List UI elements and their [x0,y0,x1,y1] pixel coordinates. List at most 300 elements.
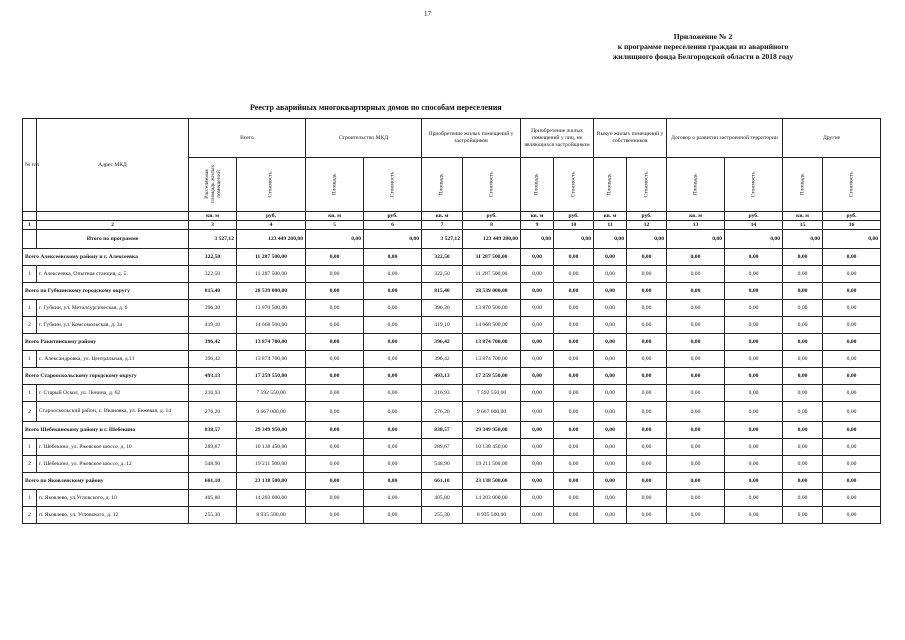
program-total-label: Итого по программе [37,230,189,249]
row-value: 0,00 [554,402,594,422]
row-value: 0,00 [521,351,554,368]
row-value: 0,00 [823,402,881,422]
row-value: 0,00 [823,317,881,334]
row-address: г. Алексеевка, Опытная станция, д. 5 [37,266,189,283]
row-number: 1 [23,385,37,402]
table-row [23,402,881,422]
subheader-area [521,158,554,212]
section-value: 0,00 [627,422,667,439]
row-value: 322,50 [422,266,463,283]
section-value: 396,42 [422,334,463,351]
row-value: 0,00 [667,507,725,524]
section-value: 0,00 [554,368,594,385]
row-value: 0,00 [521,507,554,524]
subheader-cost [627,158,667,212]
section-value: 0,00 [594,473,627,490]
row-address: г. Шебекино, ул. Ржевское шоссе, д. 10 [37,439,189,456]
section-total-row [23,368,881,385]
row-value: 0,00 [667,266,725,283]
row-value: 7 592 550,00 [237,385,306,402]
subheader-area-text: Площадь [438,173,445,196]
column-number-cell: 11 [594,221,627,230]
header-buyout: Выкуп жилых помещений у собственников [594,119,667,158]
row-value: 216,93 [422,385,463,402]
row-value: 13 874 700,00 [237,351,306,368]
row-address: п. Яковлево, ул. Угловского, д. 12 [37,507,189,524]
row-value: 0,00 [823,490,881,507]
appendix-header [553,32,853,62]
row-value: 11 287 500,00 [463,266,521,283]
section-value: 0,00 [364,334,422,351]
row-value: 0,00 [667,351,725,368]
section-total-row [23,283,881,300]
row-value: 19 211 500,00 [463,456,521,473]
section-value: 0,00 [594,249,627,266]
row-value: 10 138 450,00 [237,439,306,456]
section-value: 0,00 [521,368,554,385]
section-value: 815,40 [422,283,463,300]
row-value: 0,00 [364,266,422,283]
header-total: Всего [189,119,306,158]
row-address: г. Губкин, ул. Комсомольская, д. 3а [37,317,189,334]
program-total-value: 0,00 [364,230,422,249]
section-value: 0,00 [627,473,667,490]
row-address: с. Александровка, ул. Центральная, д.11 [37,351,189,368]
section-value: 0,00 [364,368,422,385]
section-value: 0,00 [823,283,881,300]
column-number-cell: 6 [364,221,422,230]
row-value: 0,00 [627,385,667,402]
row-value: 0,00 [364,439,422,456]
section-value: 0,00 [627,368,667,385]
row-value: 8 935 500,00 [463,507,521,524]
row-value: 405,80 [422,490,463,507]
unit-cell: кв. м [594,212,627,221]
row-value: 11 287 500,00 [237,266,306,283]
row-value: 0,00 [306,456,364,473]
section-value: 493,13 [422,368,463,385]
row-value: 0,00 [783,317,823,334]
section-value: 0,00 [364,249,422,266]
row-value: 548,90 [422,456,463,473]
section-value: 23 138 500,00 [463,473,521,490]
row-value: 0,00 [725,385,783,402]
header-address: Адрес МКД [37,119,189,212]
table-row [23,385,881,402]
row-value: 289,67 [189,439,237,456]
row-value: 255,30 [189,507,237,524]
row-value: 0,00 [594,351,627,368]
table-row [23,351,881,368]
section-value: 0,00 [725,368,783,385]
row-value: 13 870 500,00 [463,300,521,317]
row-value: 0,00 [554,507,594,524]
section-value: 661,10 [422,473,463,490]
column-number-cell: 14 [725,221,783,230]
row-value: 0,00 [823,439,881,456]
row-value: 10 138 450,00 [463,439,521,456]
subheader-area [667,158,725,212]
row-value: 0,00 [725,351,783,368]
row-value: 0,00 [306,507,364,524]
row-value: 14 668 500,00 [463,317,521,334]
section-value: 29 349 950,00 [237,422,306,439]
row-value: 0,00 [783,351,823,368]
section-value: 0,00 [823,422,881,439]
column-numbers-row [23,221,881,230]
row-address: г. Шебекино, ул. Ржевское шоссе, д. 12 [37,456,189,473]
column-number-cell: 3 [189,221,237,230]
row-value: 0,00 [725,456,783,473]
row-value: 0,00 [823,507,881,524]
subheader-cost-text: Стоимость [389,171,395,198]
column-number-cell: 16 [823,221,881,230]
row-value: 396,30 [422,300,463,317]
row-value: 0,00 [725,507,783,524]
section-value: 0,00 [594,422,627,439]
row-value: 276,20 [422,402,463,422]
section-value: 28 539 000,00 [463,283,521,300]
subheader-cost-text: Стоимость [267,171,274,198]
row-value: 0,00 [725,439,783,456]
column-number-cell: 5 [306,221,364,230]
unit-cell: кв. м [189,212,237,221]
row-value: 0,00 [554,351,594,368]
section-value: 0,00 [823,473,881,490]
section-total-row [23,473,881,490]
row-value: 0,00 [667,402,725,422]
units-cell-empty [23,212,37,221]
unit-cell: кв. м [521,212,554,221]
row-value: 0,00 [783,300,823,317]
row-value: 0,00 [594,385,627,402]
row-address: Старооскольский район, с. Ивановка, ул. Бежевая, д. 14 [37,402,189,422]
header-construction: Строительство МКД [306,119,422,158]
row-value: 0,00 [725,402,783,422]
row-value: 0,00 [783,266,823,283]
row-value: 276,20 [189,402,237,422]
header-group-row [23,119,881,158]
section-value: 0,00 [306,368,364,385]
row-number: 1 [23,490,37,507]
row-value: 322,50 [189,266,237,283]
row-value: 0,00 [627,266,667,283]
program-total-value: 123 449 200,00 [237,230,306,249]
section-value: 661,10 [189,473,237,490]
section-value: 0,00 [725,334,783,351]
row-value: 0,00 [725,300,783,317]
row-address: г. Губкин, ул. Металлургическая, д. 6 [37,300,189,317]
row-value: 0,00 [306,317,364,334]
row-value: 0,00 [306,490,364,507]
unit-cell: руб. [725,212,783,221]
row-value: 0,00 [594,507,627,524]
section-value: 0,00 [725,249,783,266]
section-label: Всего Шебекинскому району и г. Шебекино [23,422,189,439]
section-value: 0,00 [627,249,667,266]
section-value: 0,00 [306,249,364,266]
subheader-area [783,158,823,212]
unit-cell: руб. [237,212,306,221]
table-row [23,266,881,283]
subheader-cost-text: Стоимость [848,171,855,198]
header-num: № п/п [23,119,37,212]
row-value: 14 203 000,00 [237,490,306,507]
section-value: 0,00 [364,473,422,490]
appendix-line-2: жилищного фонда Белгородской области в 2018 году [612,52,794,61]
section-value: 17 259 550,00 [463,368,521,385]
row-value: 0,00 [306,300,364,317]
row-value: 289,67 [422,439,463,456]
column-number-cell: 2 [37,221,189,230]
row-number: 2 [23,456,37,473]
units-row [23,212,881,221]
section-value: 0,00 [554,473,594,490]
section-value: 17 259 550,00 [237,368,306,385]
section-label: Всего Старооскольскому городскому округу [23,368,189,385]
row-value: 0,00 [364,317,422,334]
subheader-cost [364,158,422,212]
row-value: 0,00 [364,490,422,507]
row-value: 0,00 [783,402,823,422]
program-total-value: 0,00 [725,230,783,249]
column-number-cell: 9 [521,221,554,230]
column-number-cell: 15 [783,221,823,230]
subheader-cost-text: Стоимость [750,171,757,198]
row-value: 0,00 [627,300,667,317]
row-value: 0,00 [306,385,364,402]
row-value: 0,00 [364,402,422,422]
section-value: 838,57 [189,422,237,439]
row-number: 1 [23,351,37,368]
subheader-area [422,158,463,212]
row-value: 0,00 [364,507,422,524]
subheader-area [306,158,364,212]
header-other: Другие [783,119,881,158]
column-number-cell: 7 [422,221,463,230]
subheader-cost [463,158,521,212]
row-value: 0,00 [554,456,594,473]
row-value: 0,00 [627,317,667,334]
row-value: 0,00 [627,490,667,507]
section-value: 0,00 [783,334,823,351]
row-value: 0,00 [594,439,627,456]
section-label: Всего по Губкинскому городскому округу [23,283,189,300]
row-value: 0,00 [823,266,881,283]
row-value: 13 874 700,00 [463,351,521,368]
row-number: 2 [23,507,37,524]
table-row [23,317,881,334]
row-value: 0,00 [554,266,594,283]
header-development: Договор о развитии застроенной территории [667,119,783,158]
row-value: 0,00 [783,385,823,402]
subheader-total-area-text: Расселяемая площадь жилых помещений [204,164,222,204]
section-value: 0,00 [667,422,725,439]
section-value: 0,00 [521,283,554,300]
row-value: 8 935 500,00 [237,507,306,524]
subheader-area-text: Площадь [799,173,806,196]
section-value: 0,00 [783,473,823,490]
row-value: 0,00 [627,456,667,473]
unit-cell: кв. м [306,212,364,221]
row-value: 0,00 [627,439,667,456]
row-value: 13 870 500,00 [237,300,306,317]
section-value: 396,42 [189,334,237,351]
program-total-value: 0,00 [594,230,627,249]
row-value: 0,00 [783,439,823,456]
section-value: 0,00 [306,473,364,490]
section-total-row [23,249,881,266]
row-value: 0,00 [823,300,881,317]
row-value: 0,00 [823,385,881,402]
row-value: 255,30 [422,507,463,524]
section-value: 0,00 [783,249,823,266]
section-label: Всего Ракитянскому району [23,334,189,351]
row-value: 14 203 000,00 [463,490,521,507]
section-value: 322,50 [189,249,237,266]
table-row [23,300,881,317]
program-total-value: 0,00 [667,230,725,249]
section-label: Всего по Яковлевскому району [23,473,189,490]
row-value: 0,00 [667,300,725,317]
unit-cell: руб. [364,212,422,221]
subheader-area-text: Площадь [692,173,699,196]
section-value: 0,00 [627,334,667,351]
section-value: 0,00 [667,334,725,351]
header-developers: Приобретение жилых помещений у застройщиков [422,119,521,158]
subheader-area-text: Площадь [330,173,337,196]
section-total-row [23,334,881,351]
section-value: 0,00 [783,283,823,300]
section-label: Всего Алексеевскому району и г. Алексеевка [23,249,189,266]
row-value: 0,00 [627,402,667,422]
section-value: 0,00 [594,283,627,300]
section-value: 0,00 [306,283,364,300]
row-value: 0,00 [554,385,594,402]
row-value: 0,00 [521,456,554,473]
program-total-num [23,230,37,249]
subheader-cost [237,158,306,212]
page-number: 17 [424,10,431,18]
unit-cell: кв. м [783,212,823,221]
row-value: 0,00 [667,490,725,507]
row-value: 9 667 000,00 [237,402,306,422]
appendix-title: Приложение № 2 [673,32,733,41]
row-value: 396,42 [189,351,237,368]
row-value: 419,10 [189,317,237,334]
table-title: Реестр аварийных многоквартирных домов по способам переселения [250,103,502,112]
section-value: 0,00 [823,368,881,385]
unit-cell: кв. м [667,212,725,221]
section-value: 13 874 700,00 [237,334,306,351]
section-value: 23 138 500,00 [237,473,306,490]
row-value: 405,80 [189,490,237,507]
unit-cell: руб. [823,212,881,221]
section-value: 0,00 [364,283,422,300]
table-row [23,439,881,456]
row-value: 0,00 [667,317,725,334]
section-value: 0,00 [725,422,783,439]
section-value: 322,50 [422,249,463,266]
section-value: 11 287 500,00 [463,249,521,266]
row-value: 0,00 [554,439,594,456]
program-total-value: 0,00 [521,230,554,249]
row-value: 0,00 [306,439,364,456]
subheader-total-area [189,158,237,212]
row-value: 0,00 [725,490,783,507]
section-value: 28 539 000,00 [237,283,306,300]
unit-cell: руб. [627,212,667,221]
row-value: 0,00 [521,266,554,283]
program-total-value: 0,00 [306,230,364,249]
row-number: 1 [23,300,37,317]
program-total-value: 123 449 200,00 [463,230,521,249]
row-value: 0,00 [627,351,667,368]
row-value: 0,00 [594,490,627,507]
row-value: 0,00 [364,456,422,473]
column-number-cell: 13 [667,221,725,230]
subheader-cost-text: Стоимость [643,171,650,198]
section-value: 0,00 [627,283,667,300]
column-number-cell: 8 [463,221,521,230]
row-value: 0,00 [823,456,881,473]
section-value: 0,00 [667,249,725,266]
subheader-cost [725,158,783,212]
section-value: 0,00 [554,249,594,266]
row-number: 2 [23,317,37,334]
row-value: 0,00 [364,300,422,317]
section-value: 0,00 [823,334,881,351]
program-total-row [23,230,881,249]
section-value: 0,00 [554,422,594,439]
row-value: 0,00 [667,439,725,456]
subheader-area-text: Площадь [533,173,540,196]
row-value: 0,00 [594,317,627,334]
row-value: 0,00 [594,300,627,317]
section-value: 29 349 950,00 [463,422,521,439]
row-number: 2 [23,402,37,422]
section-value: 0,00 [783,368,823,385]
section-value: 13 874 700,00 [463,334,521,351]
row-value: 0,00 [725,317,783,334]
row-value: 0,00 [521,402,554,422]
row-value: 0,00 [306,266,364,283]
row-address: г. Старый Оскол, ул. Ленина, д. 62 [37,385,189,402]
row-number: 1 [23,266,37,283]
table-row [23,490,881,507]
section-value: 0,00 [364,422,422,439]
row-value: 0,00 [594,456,627,473]
row-value: 0,00 [783,507,823,524]
section-total-row [23,422,881,439]
program-total-value: 0,00 [627,230,667,249]
row-value: 0,00 [783,490,823,507]
row-value: 0,00 [364,351,422,368]
section-value: 838,57 [422,422,463,439]
section-value: 0,00 [667,473,725,490]
section-value: 0,00 [823,249,881,266]
row-value: 0,00 [594,266,627,283]
row-value: 419,10 [422,317,463,334]
row-value: 0,00 [521,317,554,334]
row-value: 216,93 [189,385,237,402]
subheader-cost [554,158,594,212]
registry-table [22,118,881,524]
column-number-cell: 4 [237,221,306,230]
section-value: 0,00 [521,473,554,490]
subheader-cost [823,158,881,212]
subheader-cost-text: Стоимость [570,171,577,198]
